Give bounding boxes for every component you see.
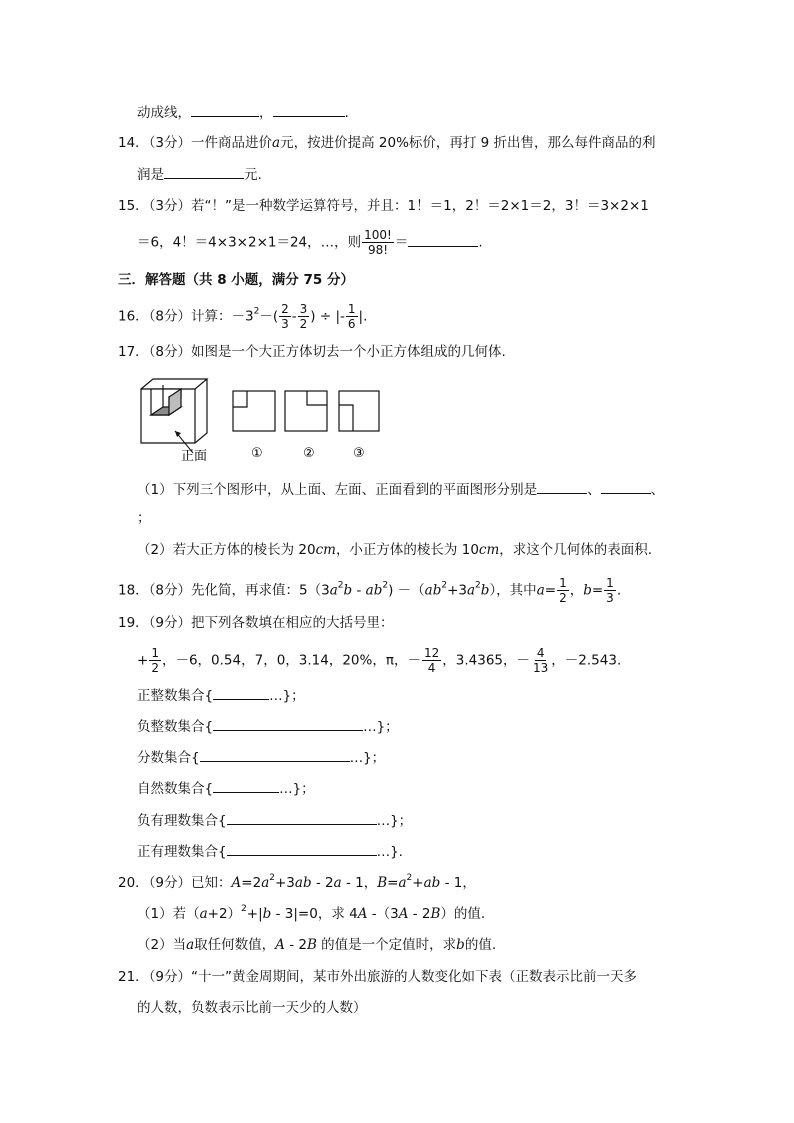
q17: 17．（8分）如图是一个大正方体切去一个小正方体组成的几何体. [118, 344, 506, 360]
q14-line2: 润是 元. [137, 164, 262, 185]
q15-line1: 15．（3分）若“！”是一种数学运算符号，并且：1！＝1，2！＝2×1＝2，3！＝3×2×1 [118, 198, 649, 214]
answer-blank[interactable] [164, 164, 244, 179]
answer-blank[interactable] [273, 102, 345, 117]
set-negative-rationals: 负有理数集合{ …}； [137, 810, 412, 831]
q20-part2: （2）当a取任何数值，A - 2B 的值是一个定值时，求b的值. [137, 937, 497, 953]
set-positive-integers: 正整数集合{ …}； [137, 685, 305, 706]
fig-label-1: ① [251, 446, 263, 461]
fig-label-2: ② [303, 446, 315, 461]
q21-line2: 的人数，负数表示比前一天少的人数） [137, 1000, 367, 1016]
fig-label-3: ③ [353, 446, 365, 461]
q15-line2: ＝6，4！＝4×3×2×1＝24，…，则 $\frac{100!}{98!}$ ＝ . [137, 228, 483, 257]
front-label: 正面 [181, 449, 208, 464]
fraction: $\frac{100!}{98!}$ [364, 228, 392, 257]
q16: 16．（8分）计算：$-3^2-$( $\frac{2}{3}$ - $\frac{3}{2}$ ) ÷ |- $\frac{1}{6}$ |. [118, 302, 368, 331]
set-negative-integers: 负整数集合{ …}； [137, 716, 399, 737]
q18: 18．（8分）先化简，再求值：$5(3a^2b - ab^2) -(ab^2+3a^2b)$，其中a= $\frac{1}{2}$ ，b= $\frac{1}{3}$ . [118, 576, 622, 605]
q13-tail: 动成线， ， . [137, 102, 349, 123]
cube-figure [135, 375, 395, 467]
q20: 20．（9分）已知：$A=2a^2+3ab - 2a - 1$，$B=a^2+ab - 1$， [118, 873, 476, 891]
q17-part1-end: ； [137, 510, 151, 526]
q21-line1: 21．（9分）“十一”黄金周期间，某市外出旅游的人数变化如下表（正数表示比前一天多 [118, 969, 638, 985]
q19-numbers: + $\frac{1}{2}$ ，－6，0.54，7，0，3.14，20%，π，－ $\frac{12}{4}$ ，3.4365，－ $\frac{4}{13}$ ，－2.543. [137, 646, 622, 675]
set-positive-rationals: 正有理数集合{ …}. [137, 841, 403, 862]
answer-blank[interactable] [537, 479, 587, 494]
q17-part2: （2）若大正方体的棱长为 20cm，小正方体的棱长为 10cm，求这个几何体的表面积. [137, 542, 653, 558]
section-title: 三．解答题（共 8 小题，满分 75 分） [118, 272, 354, 288]
q17-part1: （1）下列三个图形中，从上面、左面、正面看到的平面图形分别是 、 、 [137, 479, 664, 500]
q19: 19．（9分）把下列各数填在相应的大括号里： [118, 615, 394, 631]
answer-blank[interactable] [601, 479, 651, 494]
set-natural-numbers: 自然数集合{ …}； [137, 778, 315, 799]
q14-line1: 14．（3分）一件商品进价a元，按进价提高 20%标价，再打 9 折出售，那么每件商品的利 [118, 135, 656, 151]
answer-blank[interactable] [408, 232, 478, 247]
set-fractions: 分数集合{ …}； [137, 747, 385, 768]
answer-blank[interactable] [191, 102, 259, 117]
q20-part1: （1）若$(a+2)^2+|b - 3|=0$，求 4A -（3A - 2B）的值. [137, 904, 486, 922]
